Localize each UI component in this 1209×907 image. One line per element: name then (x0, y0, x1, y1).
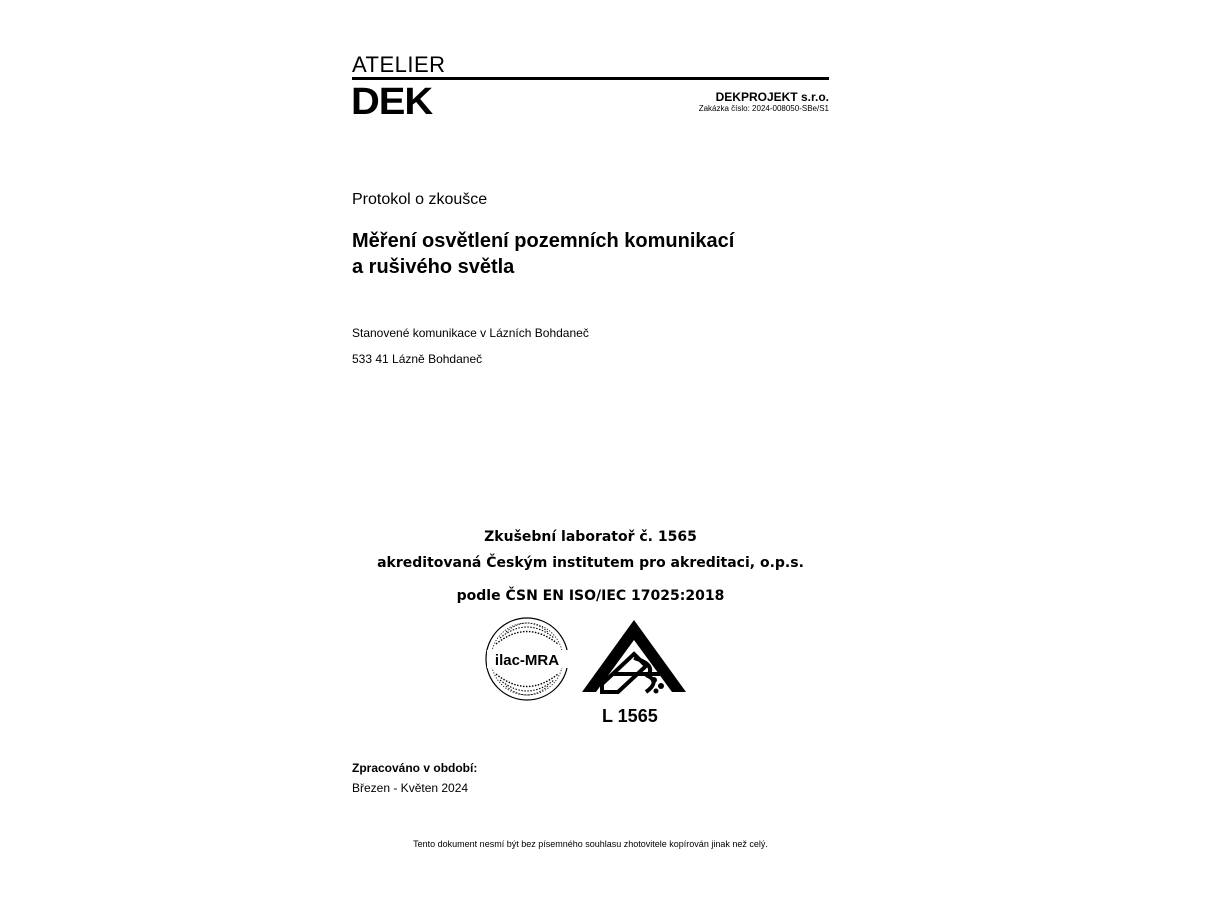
document-type-label: Protokol o zkoušce (352, 191, 488, 208)
header-divider (352, 77, 829, 80)
atelier-logo-text: ATELIER (352, 52, 446, 77)
order-number: Zakázka číslo: 2024-008050-SBe/S1 (698, 104, 829, 113)
title-line-2: a rušivého světla (352, 256, 515, 278)
title-line-1: Měření osvětlení pozemních komunikací (352, 230, 735, 252)
svg-text:ilac-MRA: ilac-MRA (494, 652, 560, 669)
location-line-2: 533 41 Lázně Bohdaneč (352, 352, 483, 366)
dek-logo-text: DEK (351, 81, 433, 123)
accreditation-standard: podle ČSN EN ISO/IEC 17025:2018 (456, 588, 725, 604)
document-title (352, 228, 832, 280)
accreditation-logos-graphic (484, 614, 694, 726)
accreditation-logos (484, 614, 694, 726)
company-name: DEKPROJEKT s.r.o. (715, 90, 829, 104)
ilac-mra-logo-icon (486, 618, 569, 700)
location-line-1: Stanovené komunikace v Lázních Bohdaneč (352, 326, 589, 340)
cai-accreditation-logo-icon (582, 620, 686, 694)
lab-code: L 1565 (602, 706, 658, 726)
period-value: Březen - Květen 2024 (352, 781, 469, 795)
accreditation-body: akreditovaná Českým institutem pro akreditaci, o.p.s. (377, 555, 804, 571)
lab-number: Zkušební laboratoř č. 1565 (484, 529, 697, 545)
period-label: Zpracováno v období: (352, 761, 478, 775)
copyright-note: Tento dokument nesmí být bez písemného souhlasu zhotovitele kopírován jinak než celý. (413, 839, 768, 849)
